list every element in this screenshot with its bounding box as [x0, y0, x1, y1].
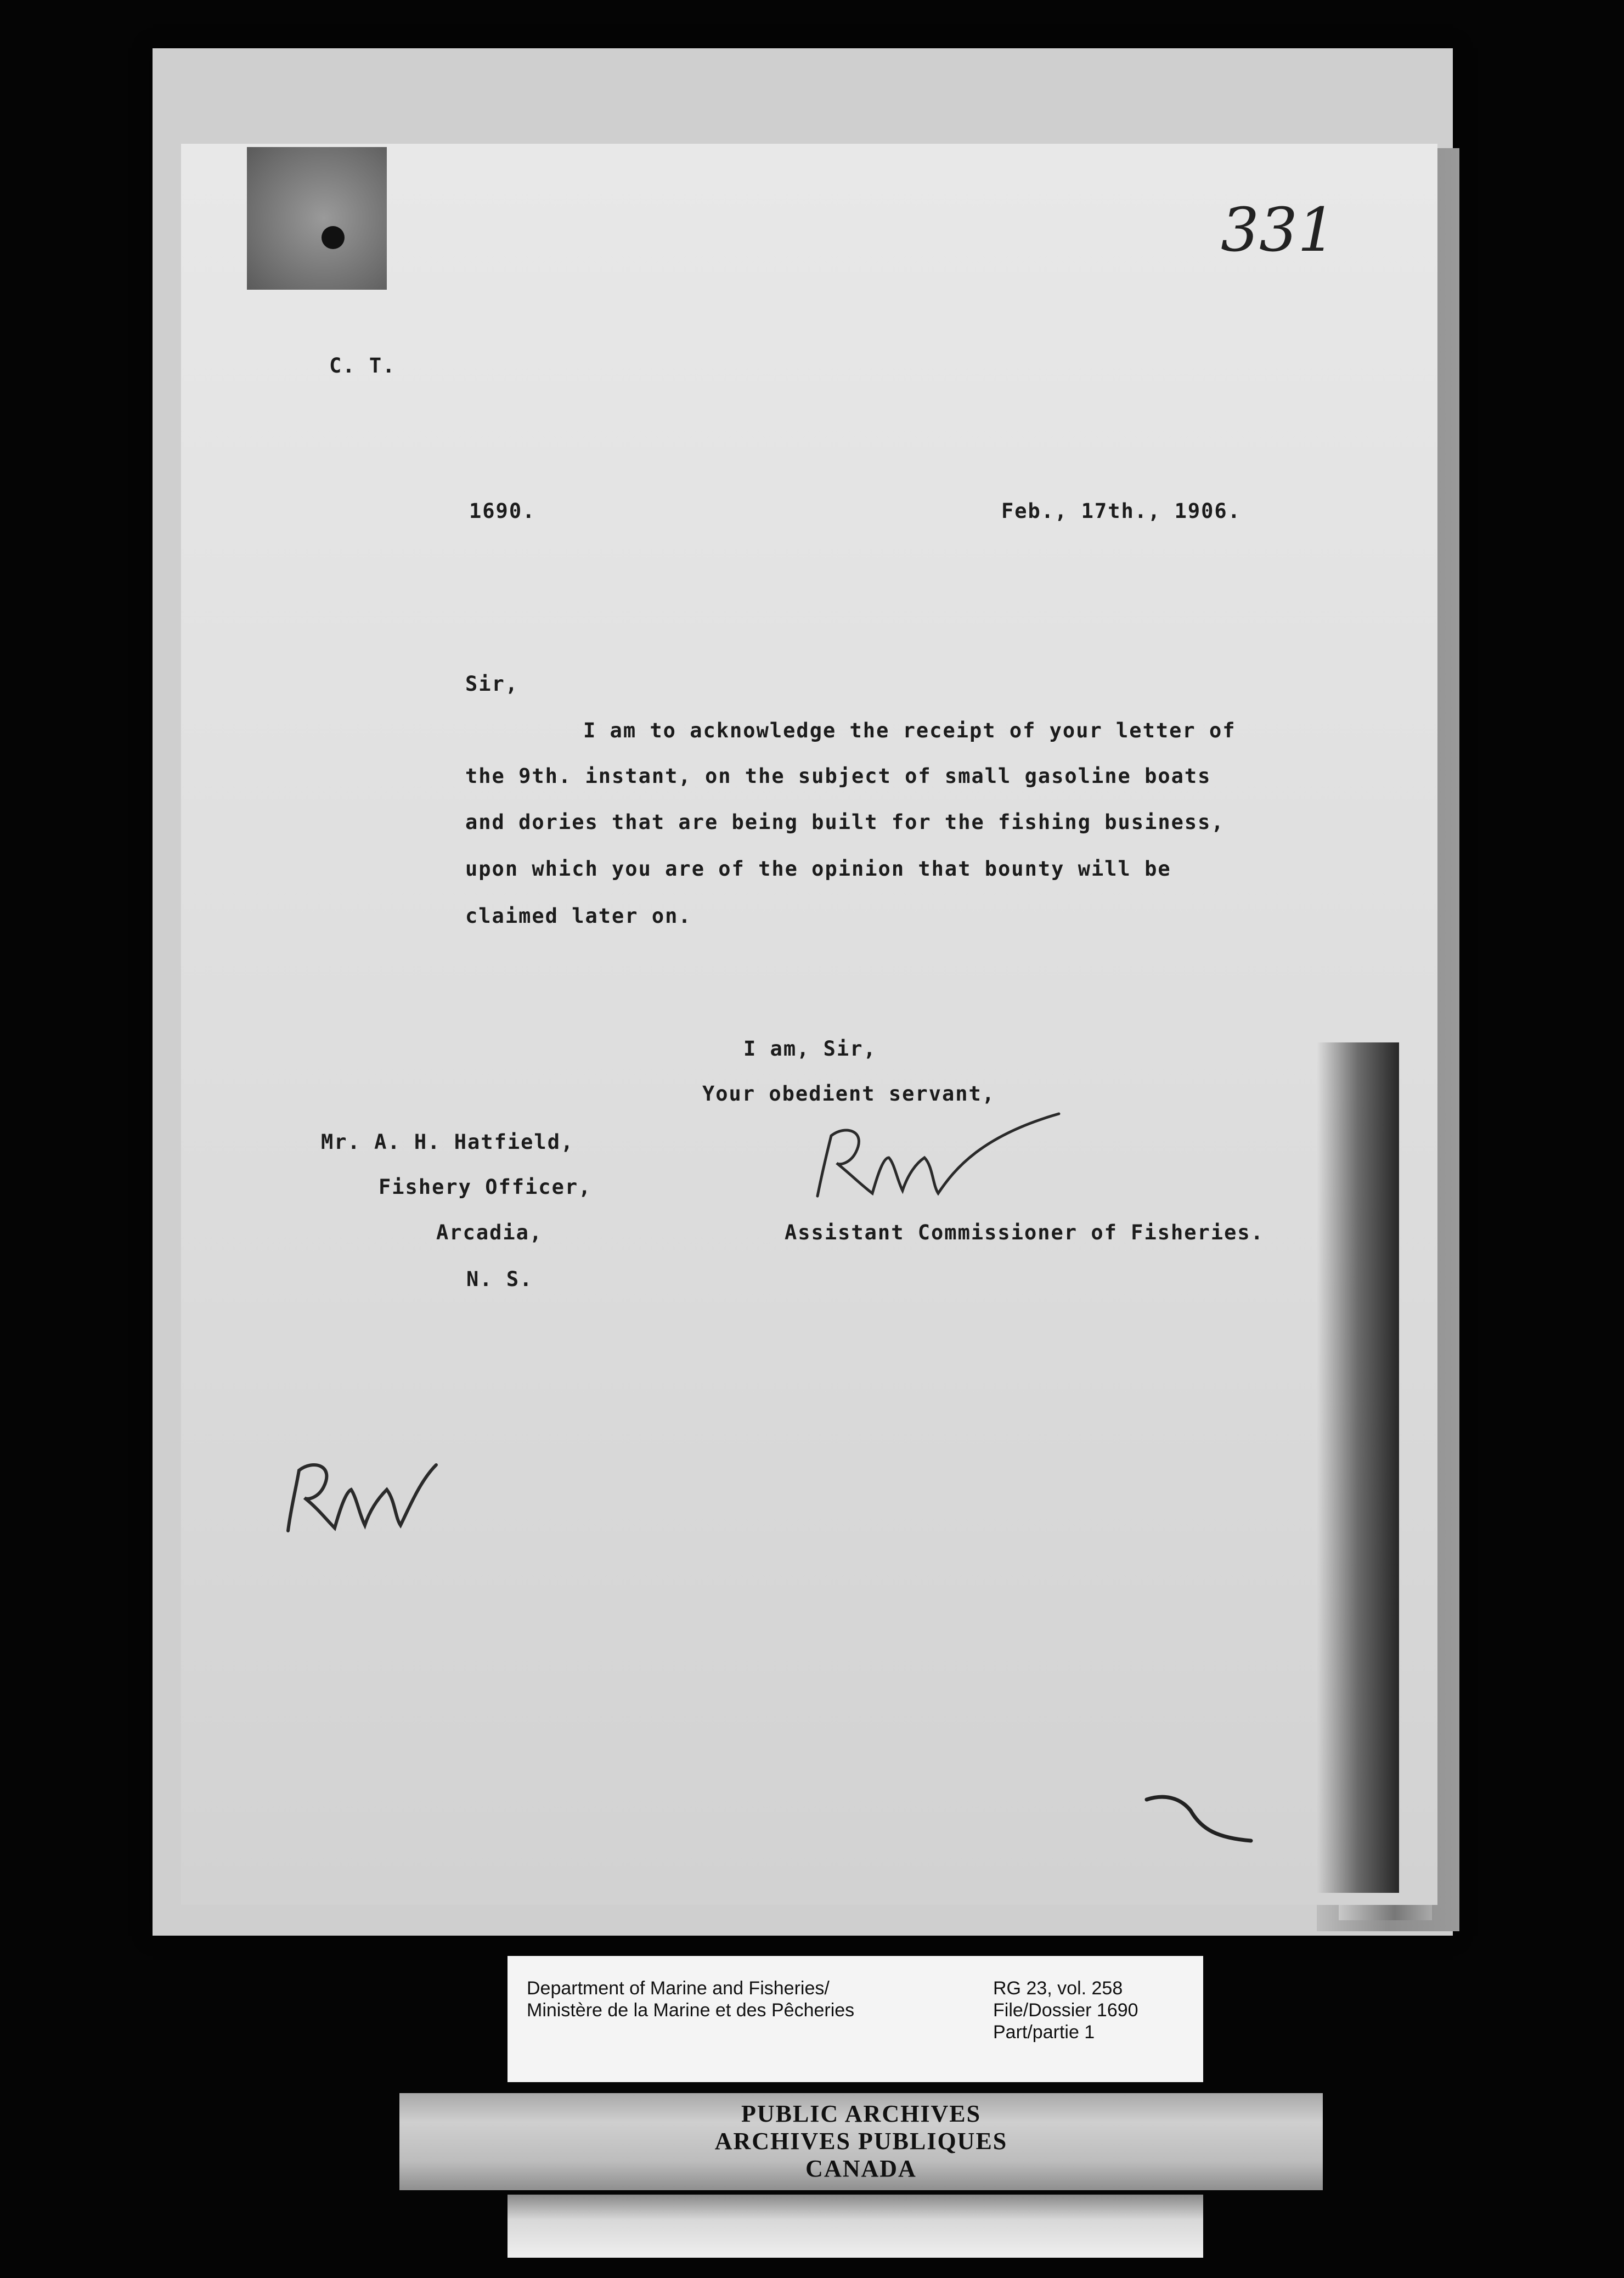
signature: [807, 1103, 1070, 1213]
binder-tab: [247, 147, 387, 290]
page-number: 331: [1221, 195, 1336, 265]
address-line: Fishery Officer,: [379, 1175, 592, 1199]
page-shadow: [1317, 1042, 1399, 1893]
address-line: Mr. A. H. Hatfield,: [321, 1130, 574, 1154]
punch-hole: [322, 226, 345, 249]
closing-line: I am, Sir,: [743, 1037, 877, 1061]
body-line: and dories that are being built for the fishing business,: [465, 810, 1225, 834]
initials-top: C. T.: [329, 354, 396, 377]
closing-line: Your obedient servant,: [702, 1082, 996, 1106]
letter-date: Feb., 17th., 1906.: [1001, 499, 1241, 523]
body-line: claimed later on.: [465, 904, 692, 928]
file-number: 1690.: [469, 499, 536, 523]
salutation: Sir,: [465, 672, 519, 696]
stamp-line: ARCHIVES PUBLIQUES: [714, 2128, 1008, 2155]
address-line: Arcadia,: [436, 1221, 543, 1244]
body-line: I am to acknowledge the receipt of your letter of: [583, 719, 1236, 742]
archive-stamp: [399, 2093, 1323, 2190]
archive-label-file: File/Dossier 1690: [993, 2000, 1138, 2021]
signer-title: Assistant Commissioner of Fisheries.: [785, 1221, 1264, 1244]
archive-label-ministere: Ministère de la Marine et des Pêcheries: [527, 2000, 855, 2021]
archive-label-part: Part/partie 1: [993, 2022, 1095, 2043]
body-line: the 9th. instant, on the subject of small gasoline boats: [465, 764, 1211, 788]
archive-label-department: Department of Marine and Fisheries/: [527, 1978, 830, 1999]
pencil-mark: [1141, 1789, 1262, 1854]
archive-label: [507, 1956, 1203, 2082]
stamp-line: PUBLIC ARCHIVES: [741, 2100, 982, 2127]
archive-label-rg: RG 23, vol. 258: [993, 1978, 1123, 1999]
letter-page: [181, 144, 1437, 1905]
margin-initials: [277, 1448, 442, 1547]
stamp-line: CANADA: [805, 2155, 917, 2182]
address-line: N. S.: [466, 1267, 533, 1291]
body-line: upon which you are of the opinion that bounty will be: [465, 857, 1171, 881]
bottom-strip: [507, 2195, 1203, 2258]
